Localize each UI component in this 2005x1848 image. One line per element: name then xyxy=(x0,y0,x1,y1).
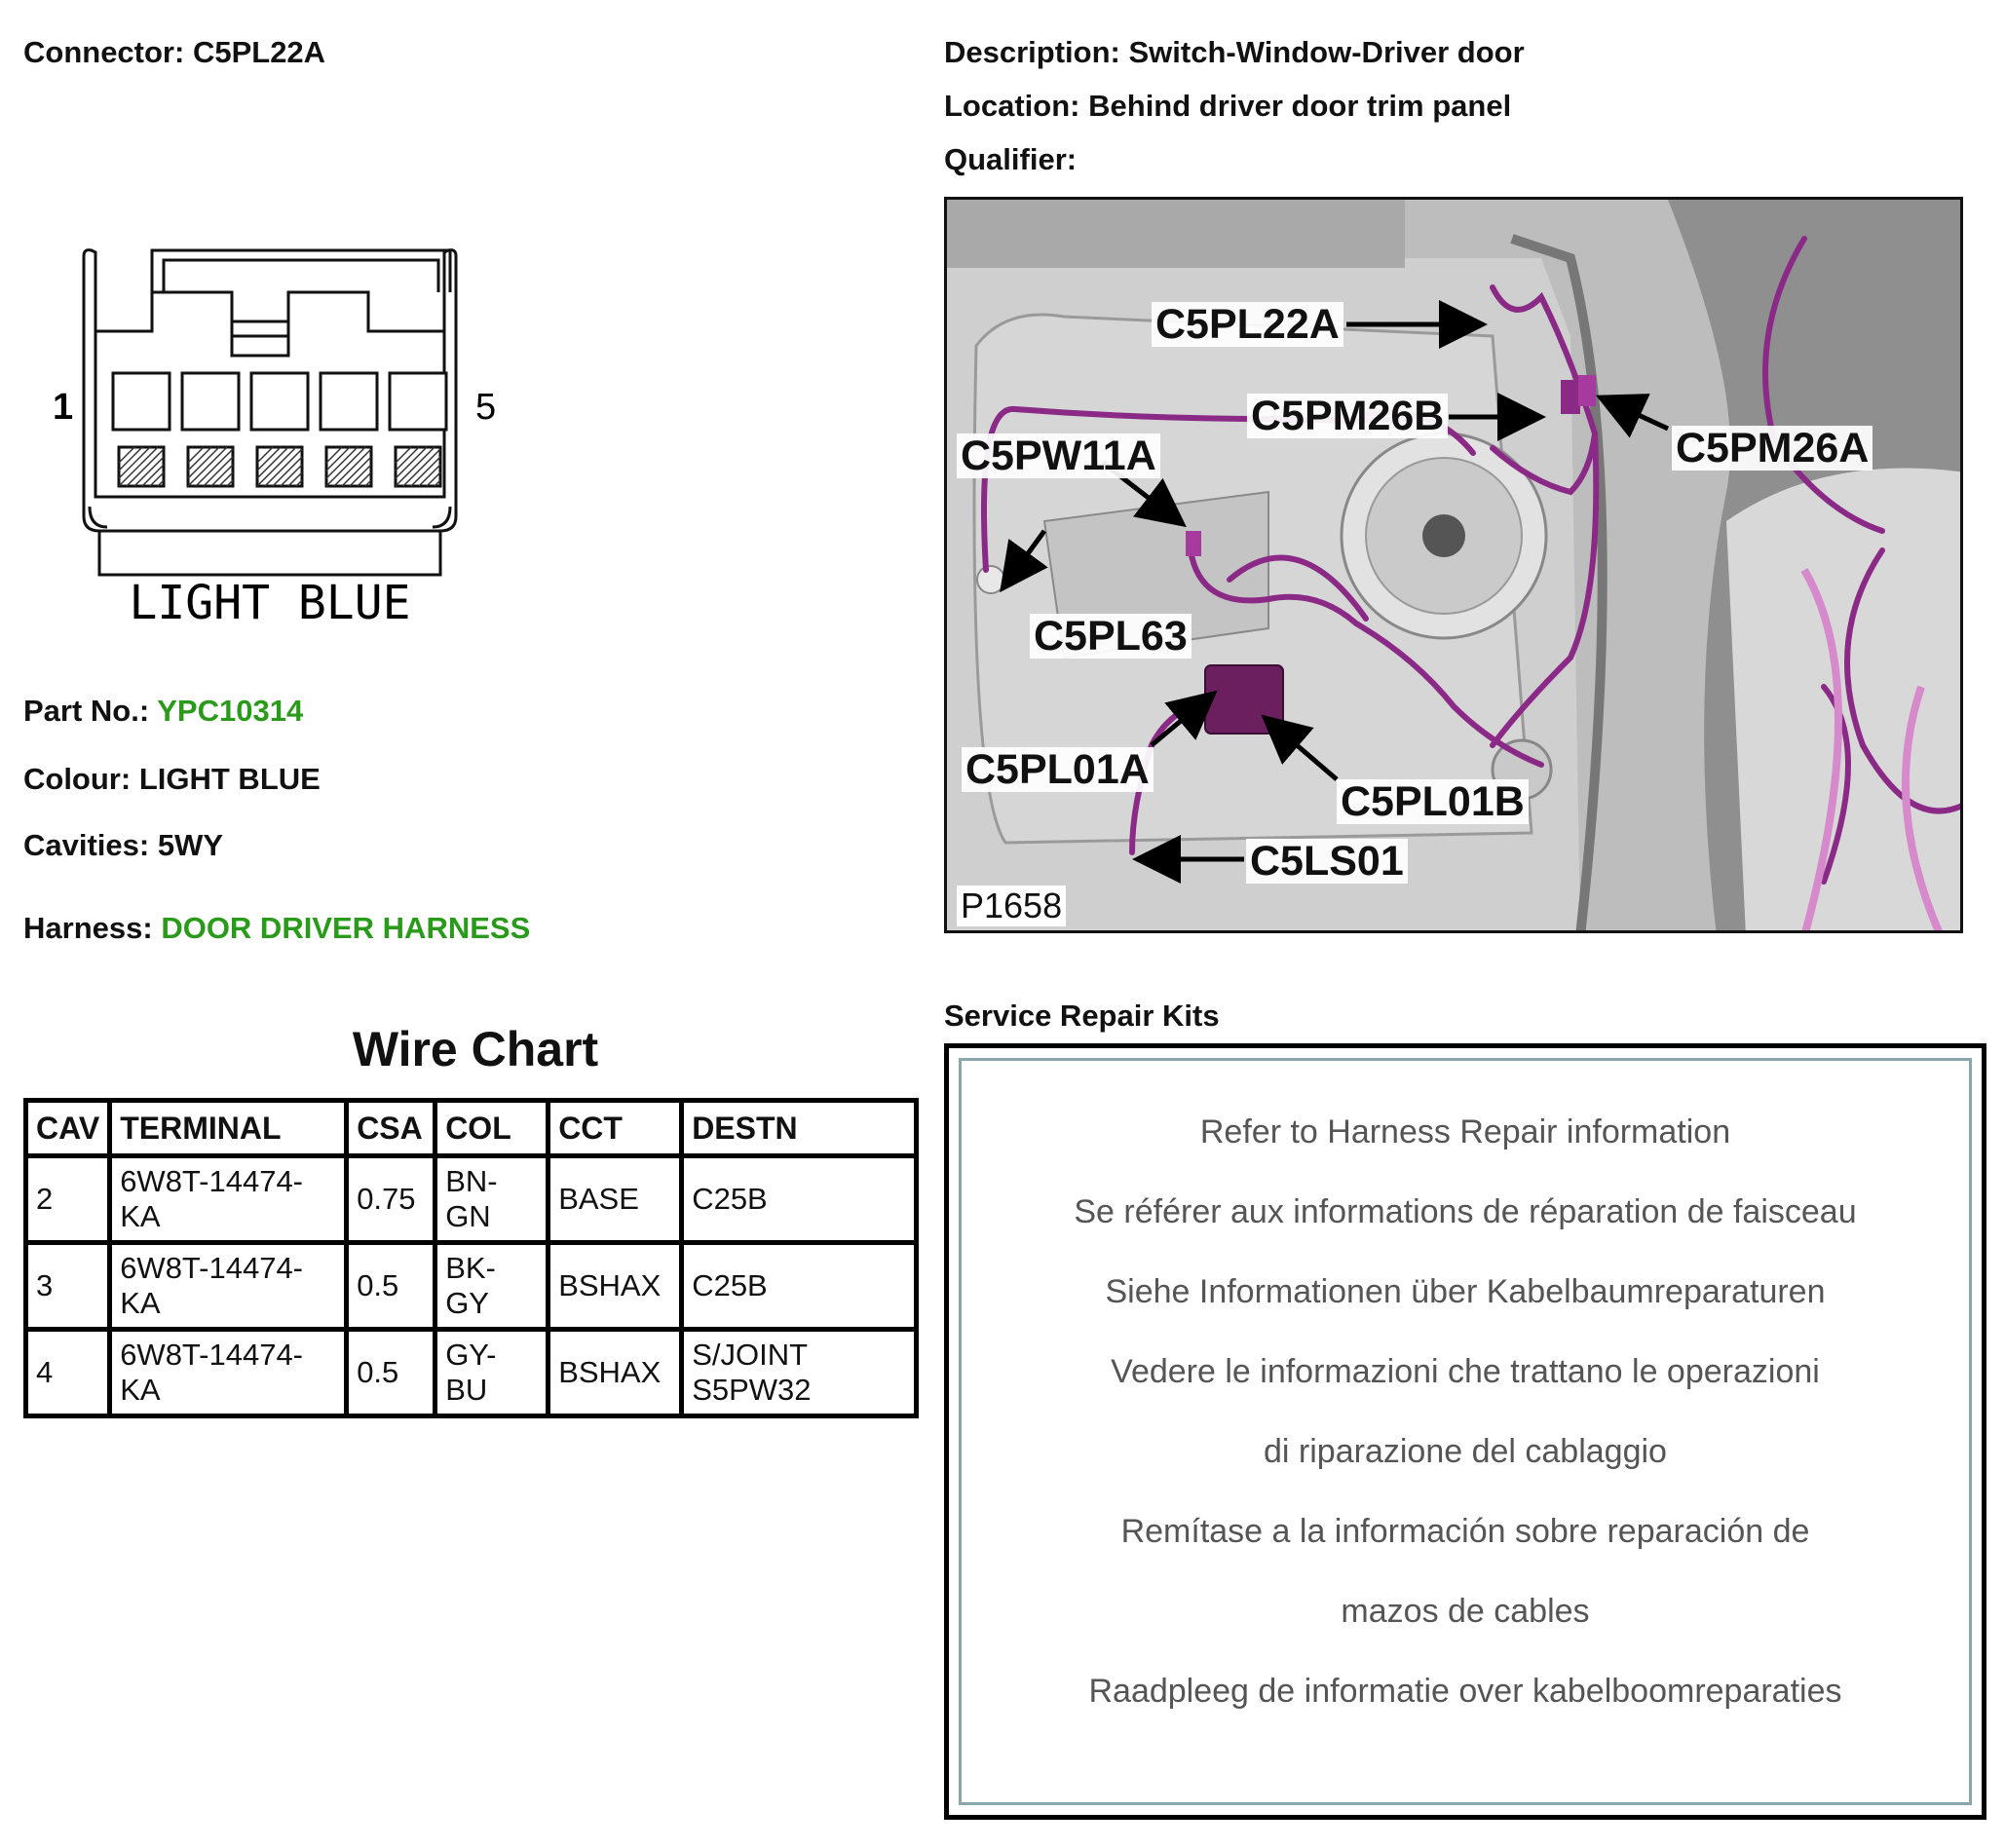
harness-label: Harness: xyxy=(23,911,153,945)
hatch-line xyxy=(119,447,134,463)
callout-c5pl01a: C5PL01A xyxy=(962,747,1154,792)
callout-c5pl01b: C5PL01B xyxy=(1337,779,1529,824)
cell-destn: C25B xyxy=(682,1243,917,1330)
cell-cav: 4 xyxy=(26,1330,110,1416)
hatch-line xyxy=(403,449,440,486)
qualifier-line xyxy=(944,142,1077,177)
hatch-line xyxy=(358,472,371,486)
qualifier-label: Qualifier: xyxy=(944,142,1078,176)
cell-csa: 0.75 xyxy=(347,1156,435,1243)
hatch-line xyxy=(204,457,233,486)
cell-destn: C25B xyxy=(682,1156,917,1243)
kit-line: di riparazione del cablaggio xyxy=(1264,1433,1667,1470)
description-line xyxy=(944,35,1525,70)
location-photo xyxy=(944,197,1963,933)
connector-label: Connector: xyxy=(23,35,185,69)
connector-face-diagram xyxy=(19,239,526,628)
hatch-line xyxy=(396,447,435,486)
wire-chart-title: Wire Chart xyxy=(352,1022,599,1076)
kit-line: Raadpleeg de informatie over kabelboomreparaties xyxy=(1088,1673,1842,1710)
callout-c5pl22a: C5PL22A xyxy=(1152,302,1343,347)
table-row xyxy=(26,1156,917,1243)
hatch-line xyxy=(257,447,273,463)
harness-value[interactable]: DOOR DRIVER HARNESS xyxy=(161,911,531,945)
hatch-line xyxy=(127,449,164,486)
harness-line xyxy=(23,911,530,946)
hatch-line xyxy=(396,447,411,463)
cell-terminal: 6W8T-14474-KA xyxy=(110,1243,347,1330)
cavity-4 xyxy=(321,373,377,430)
connector-colour-text: LIGHT BLUE xyxy=(129,576,411,628)
hatch-line xyxy=(188,447,204,463)
kit-line: mazos de cables xyxy=(1341,1593,1590,1630)
location-line xyxy=(944,89,1511,124)
part-no-label: Part No.: xyxy=(23,694,150,728)
hatch-line xyxy=(119,447,158,486)
cell-col: BN-GN xyxy=(435,1156,549,1243)
header-csa: CSA xyxy=(347,1101,435,1156)
hatch-line xyxy=(326,447,358,478)
kit-line: Siehe Informationen über Kabelbaumreparaturen xyxy=(1105,1273,1826,1310)
part-no-line xyxy=(23,694,303,729)
service-repair-kits-box xyxy=(944,1043,1986,1820)
header-terminal: TERMINAL xyxy=(110,1101,347,1156)
connector-header xyxy=(23,35,325,70)
callout-c5pm26b: C5PM26B xyxy=(1247,394,1448,438)
hatch-line xyxy=(427,472,440,486)
header-cav: CAV xyxy=(26,1101,110,1156)
hatch-line xyxy=(334,449,371,486)
colour-line xyxy=(23,762,321,797)
location-value: Behind driver door trim panel xyxy=(1088,89,1512,123)
hatch-line xyxy=(257,447,296,486)
wire-chart-table xyxy=(23,1098,919,1418)
hatch-line xyxy=(150,472,164,486)
cell-cav: 2 xyxy=(26,1156,110,1243)
cell-cav: 3 xyxy=(26,1243,110,1330)
cell-terminal: 6W8T-14474-KA xyxy=(110,1330,347,1416)
connector-value: C5PL22A xyxy=(192,35,326,69)
callout-c5pm26a: C5PM26A xyxy=(1672,426,1873,471)
cavity-1 xyxy=(113,373,170,430)
table-row xyxy=(26,1330,917,1416)
hatch-line xyxy=(396,447,427,478)
hatch-line xyxy=(288,472,302,486)
cell-terminal: 6W8T-14474-KA xyxy=(110,1156,347,1243)
cell-cct: BSHAX xyxy=(549,1243,682,1330)
kit-line: Se référer aux informations de réparation de faisceau xyxy=(1074,1193,1857,1230)
cell-destn: S/JOINT S5PW32 xyxy=(682,1330,917,1416)
hatch-line xyxy=(326,447,365,486)
cavity-3 xyxy=(251,373,308,430)
hatch-line xyxy=(196,449,233,486)
hatch-line xyxy=(119,447,150,478)
service-repair-kits-title: Service Repair Kits xyxy=(944,999,1220,1033)
cavity-2 xyxy=(182,373,239,430)
header-destn: DESTN xyxy=(682,1101,917,1156)
cavities-label: Cavities: xyxy=(23,828,150,862)
pin-last-label: 5 xyxy=(475,387,497,428)
kit-line: Remítase a la información sobre reparación de xyxy=(1120,1513,1810,1550)
hatch-line xyxy=(342,457,371,486)
cavity-5 xyxy=(390,373,446,430)
colour-label: Colour: xyxy=(23,762,132,796)
hatch-line xyxy=(326,447,342,463)
header-col: COL xyxy=(435,1101,549,1156)
colour-value: LIGHT BLUE xyxy=(138,762,321,796)
photo-code: P1658 xyxy=(957,886,1066,926)
cavities-line xyxy=(23,828,223,863)
callout-c5pw11a: C5PW11A xyxy=(957,434,1160,478)
service-repair-kits-inner xyxy=(959,1058,1972,1805)
cell-col: GY-BU xyxy=(435,1330,549,1416)
kit-line: Refer to Harness Repair information xyxy=(1199,1113,1731,1150)
hatch-line xyxy=(219,472,233,486)
hatch-line xyxy=(411,457,440,486)
callout-c5ls01: C5LS01 xyxy=(1246,839,1408,884)
hatch-line xyxy=(273,457,302,486)
pin-first-label: 1 xyxy=(53,387,74,428)
wire-chart-header-row xyxy=(26,1101,917,1156)
description-label: Description: xyxy=(944,35,1120,69)
table-row xyxy=(26,1243,917,1330)
kit-line: Vedere le informazioni che trattano le operazioni xyxy=(1111,1353,1820,1390)
hatch-line xyxy=(134,457,164,486)
cell-col: BK-GY xyxy=(435,1243,549,1330)
header-cct: CCT xyxy=(549,1101,682,1156)
hatch-line xyxy=(265,449,302,486)
hatch-line xyxy=(188,447,219,478)
description-value: Switch-Window-Driver door xyxy=(1128,35,1525,69)
hatch-line xyxy=(257,447,288,478)
hatch-line xyxy=(188,447,227,486)
cavity-group xyxy=(113,373,446,486)
cell-csa: 0.5 xyxy=(347,1330,435,1416)
cell-cct: BASE xyxy=(549,1156,682,1243)
cell-cct: BSHAX xyxy=(549,1330,682,1416)
cavities-value: 5WY xyxy=(157,828,224,862)
cell-csa: 0.5 xyxy=(347,1243,435,1330)
part-no-value[interactable]: YPC10314 xyxy=(157,694,304,728)
location-label: Location: xyxy=(944,89,1080,123)
callout-c5pl63: C5PL63 xyxy=(1030,614,1192,659)
